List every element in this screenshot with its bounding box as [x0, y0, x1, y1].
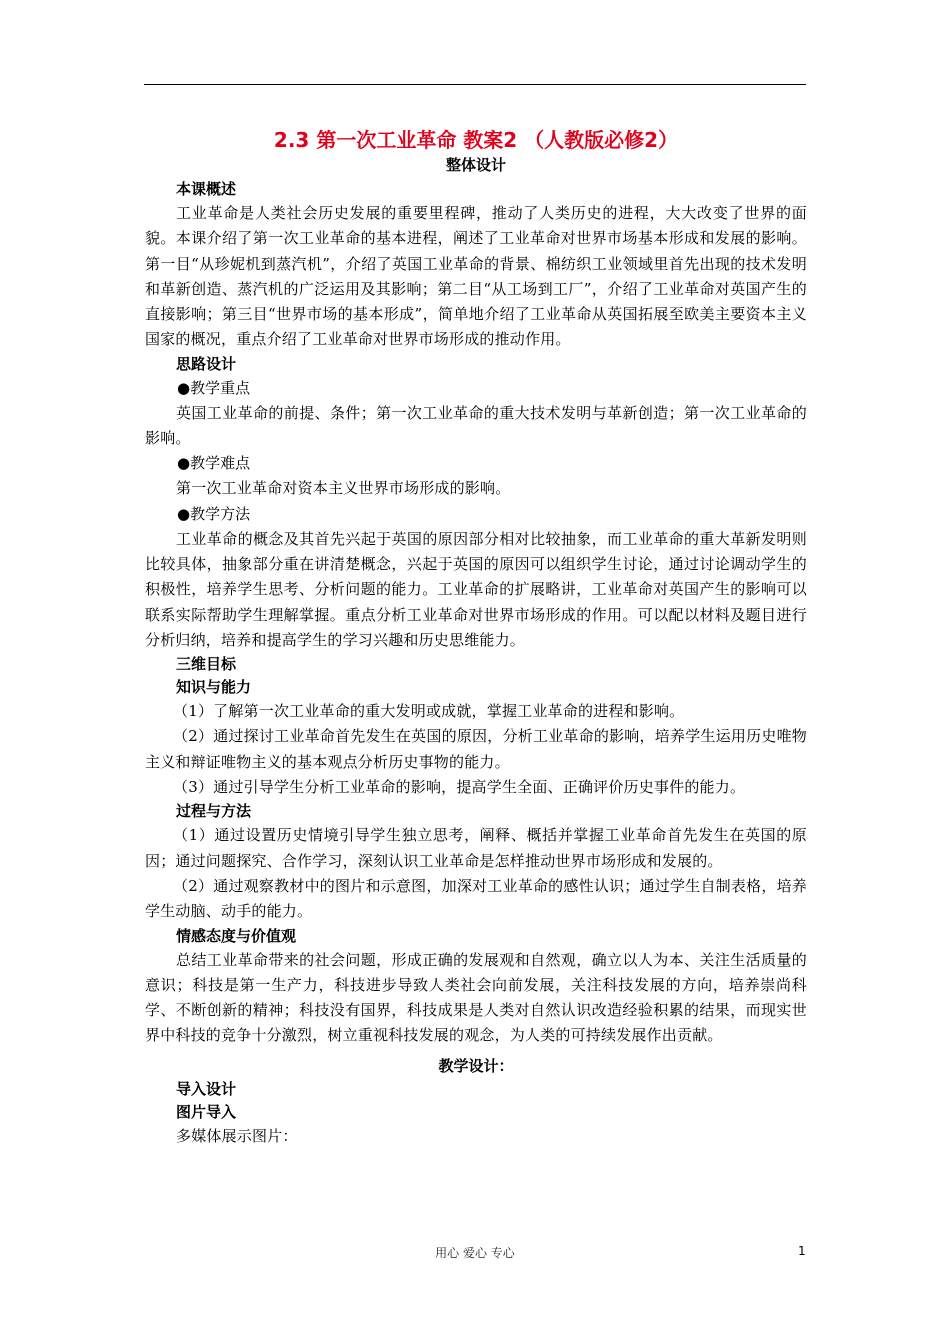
page-footer: 用心 爱心 专心 [435, 1246, 515, 1260]
paragraph-emotion: 总结工业革命带来的社会问题，形成正确的发展观和自然观，确立以人为本、关注生活质量的意识；科技是第一生产力，科技进步导致人类社会向前发展，关注科技发展的方向，培养崇尚科学、不断创新的精神；科技没有国界，科技成果是人类对自然认识改造经验积累的结果，而现实世界中科技的竞争十分激烈，树立重视科技发展的观念，为人类的可持续发展作出贡献。 [145, 950, 807, 1045]
heading-overview: 本课概述 [176, 180, 237, 198]
heading-picture-intro: 图片导入 [176, 1102, 237, 1121]
paragraph-focus: 英国工业革命的前提、条件；第一次工业革命的重大技术发明与革新创造；第一次工业革命的影响。 [145, 403, 807, 448]
paragraph-knowledge-2: （2）通过探讨工业革命首先发生在英国的原因，分析工业革命的影响，培养学生运用历史唯物主义和辩证唯物主义的基本观点分析历史事物的能力。 [145, 727, 807, 771]
heading-process: 过程与方法 [176, 802, 252, 821]
bullet-difficulty: ●教学难点 [177, 454, 251, 473]
heading-goals: 三维目标 [176, 655, 237, 674]
page-number: 1 [798, 1244, 806, 1258]
document-title: 2.3 第一次工业革命 教案2 （人教版必修2） [273, 128, 679, 152]
paragraph-process-2: （2）通过观察教材中的图片和示意图，加深对工业革命的感性认识；通过学生自制表格，培养学生动脑、动手的能力。 [145, 876, 807, 921]
document-subtitle: 整体设计 [445, 156, 506, 174]
paragraph-knowledge-3: （3）通过引导学生分析工业革命的影响，提高学生全面、正确评价历史事件的能力。 [173, 778, 746, 797]
paragraph-overview: 工业革命是人类社会历史发展的重要里程碑，推动了人类历史的进程，大大改变了世界的面貌。本课介绍了第一次工业革命的基本进程，阐述了工业革命对世界市场基本形成和发展的影响。第一目“从珍妮机到蒸汽机”，介绍了英国工业革命的背景、棉纺织工业领域里首先出现的技术发明和革新创造、蒸汽机的广泛运用及其影响；第二目“从工场到工厂”，介绍了工业革命对英国产生的直接影响；第三目“世界市场的基本形成”，简单地介绍了工业革命从英国拓展至欧美主要资本主义国家的概况，重点介绍了工业革命对世界市场形成的推动作用。 [145, 204, 807, 349]
heading-design: 思路设计 [176, 354, 237, 373]
heading-knowledge: 知识与能力 [176, 678, 252, 697]
paragraph-media: 多媒体展示图片： [176, 1126, 298, 1145]
paragraph-method: 工业革命的概念及其首先兴起于英国的原因部分相对比较抽象，而工业革命的重大革新发明则比较具体，抽象部分重在讲清楚概念，兴起于英国的原因可以组织学生讨论，通过讨论调动学生的积极性，培养学生思考、分析问题的能力。工业革命的扩展略讲，工业革命对英国产生的影响可以联系实际帮助学生理解掌握。重点分析工业革命对世界市场形成的作用。可以配以材料及题目进行分析归纳，培养和提高学生的学习兴趣和历史思维能力。 [145, 529, 807, 649]
header-rule [144, 84, 806, 85]
document-body [145, 126, 807, 1149]
heading-intro-design: 导入设计 [176, 1079, 237, 1098]
bullet-method: ●教学方法 [177, 504, 251, 523]
paragraph-process-1: （1）通过设置历史情境引导学生独立思考，阐释、概括并掌握工业革命首先发生在英国的原因；通过问题探究、合作学习，深刻认识工业革命是怎样推动世界市场形成和发展的。 [145, 826, 807, 870]
heading-emotion: 情感态度与价值观 [176, 926, 297, 945]
paragraph-difficulty: 第一次工业革命对资本主义世界市场形成的影响。 [176, 479, 511, 498]
heading-teaching-design: 教学设计： [438, 1056, 514, 1075]
paragraph-knowledge-1: （1）了解第一次工业革命的重大发明或成就，掌握工业革命的进程和影响。 [173, 702, 685, 721]
bullet-focus: ●教学重点 [177, 378, 251, 397]
